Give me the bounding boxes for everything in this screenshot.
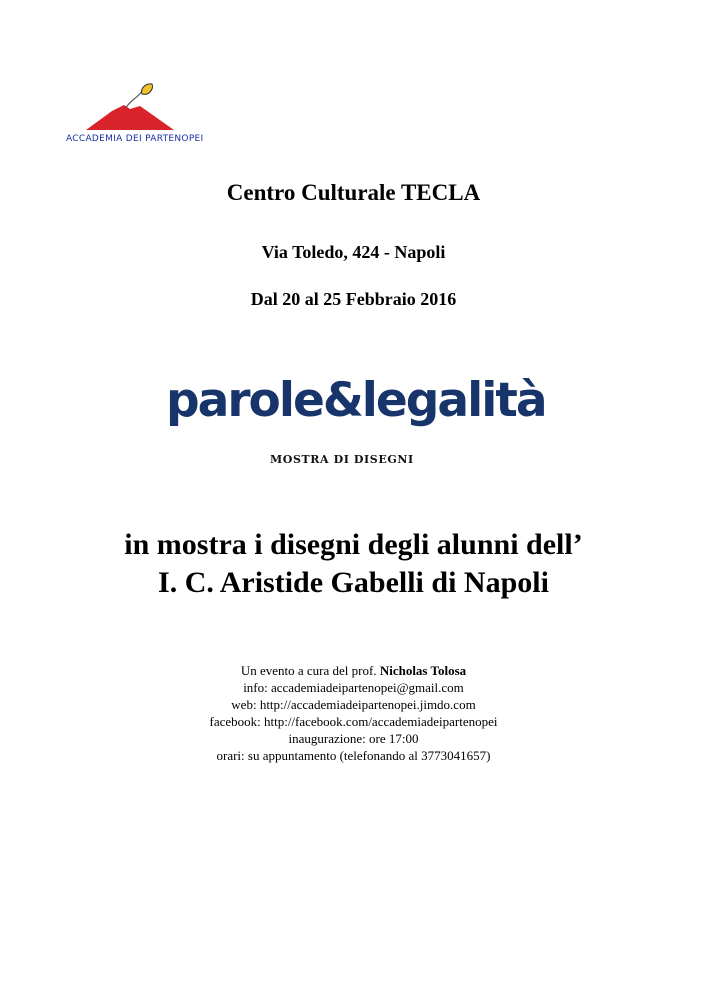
volcano-icon <box>64 78 224 134</box>
curator-name: Nicholas Tolosa <box>379 663 467 678</box>
logo-text: ACCADEMIA DEI PARTENOPEI <box>66 134 204 144</box>
opening-hours: orari: su appuntamento (telefonando al 3773041657) <box>216 748 491 763</box>
headline-line-1: in mostra i disegni degli alunni dell’ <box>124 528 583 561</box>
exhibition-subtitle: MOSTRA DI DISEGNI <box>270 453 414 466</box>
curator-prefix: Un evento a cura del prof. <box>240 663 377 678</box>
venue-name: Centro Culturale TECLA <box>226 180 481 205</box>
event-dates: Dal 20 al 25 Febbraio 2016 <box>250 289 457 309</box>
venue-address: Via Toledo, 424 - Napoli <box>261 242 446 262</box>
contact-web: web: http://accademiadeipartenopei.jimdo.com <box>231 697 476 712</box>
exhibition-title: parole&legalità <box>166 373 546 428</box>
opening-time: inaugurazione: ore 17:00 <box>288 731 419 746</box>
curator-line <box>0 662 707 679</box>
accademia-logo <box>64 78 224 150</box>
contact-facebook: facebook: http://facebook.com/accademiadeipartenopei <box>209 714 498 729</box>
headline-line-2: I. C. Aristide Gabelli di Napoli <box>158 566 549 599</box>
contact-email: info: accademiadeipartenopei@gmail.com <box>243 680 464 695</box>
